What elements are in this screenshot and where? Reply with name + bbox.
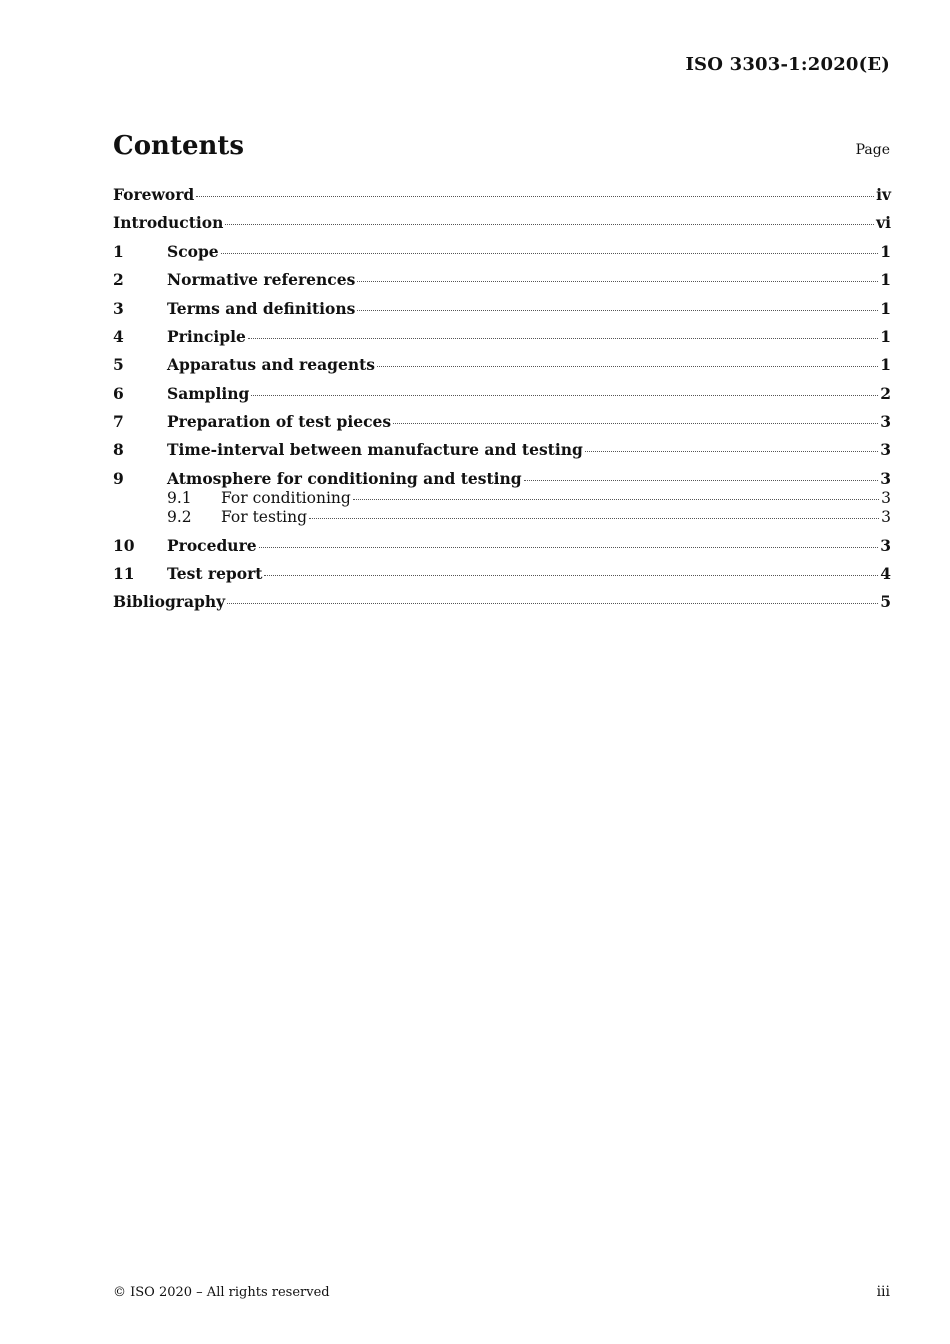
dot-leader <box>251 395 878 396</box>
dot-leader <box>357 281 878 282</box>
dot-leader <box>259 547 879 548</box>
toc-entry-title: Preparation of test pieces <box>167 412 392 431</box>
toc-entry-number: 5 <box>113 355 124 374</box>
dot-leader <box>377 366 878 367</box>
toc-entry-title: Introduction <box>113 213 224 232</box>
document-reference: ISO 3303-1:2020(E) <box>685 54 890 75</box>
toc-entry-preparation-of-test-pieces[interactable] <box>113 412 891 431</box>
toc-entry-page: vi <box>876 213 891 232</box>
dot-leader <box>524 480 879 481</box>
dot-leader <box>227 603 878 604</box>
dot-leader <box>585 451 878 452</box>
toc-entry-number: 2 <box>113 270 124 289</box>
toc-entry-number: 10 <box>113 536 135 555</box>
toc-entry-time-interval[interactable] <box>113 440 891 459</box>
dot-leader <box>309 518 879 519</box>
dot-leader <box>353 499 879 500</box>
toc-entry-number: 3 <box>113 299 124 318</box>
toc-entry-normative-references[interactable] <box>113 270 891 289</box>
toc-entry-terms-and-definitions[interactable] <box>113 299 891 318</box>
dot-leader <box>248 338 878 339</box>
toc-entry-sampling[interactable] <box>113 384 891 403</box>
toc-entry-title: Foreword <box>113 185 195 204</box>
toc-entry-number: 6 <box>113 384 124 403</box>
toc-entry-number: 9.2 <box>167 508 192 526</box>
toc-entry-page: 1 <box>880 355 891 374</box>
toc-entry-apparatus-and-reagents[interactable] <box>113 355 891 374</box>
toc-entry-number: 1 <box>113 242 124 261</box>
toc-entry-title: Normative references <box>167 270 356 289</box>
toc-entry-title: Scope <box>167 242 219 261</box>
toc-entry-page: 1 <box>880 299 891 318</box>
dot-leader <box>357 310 878 311</box>
contents-heading: Contents <box>113 131 245 161</box>
toc-entry-page: 3 <box>881 489 891 507</box>
toc-entry-page: 1 <box>880 270 891 289</box>
toc-entry-test-report[interactable] <box>113 564 891 583</box>
toc-entry-procedure[interactable] <box>113 536 891 555</box>
toc-entry-page: 3 <box>880 536 891 555</box>
toc-entry-for-testing[interactable] <box>113 508 891 526</box>
toc-entry-title: Procedure <box>167 536 257 555</box>
toc-entry-page: 1 <box>880 327 891 346</box>
toc-entry-page: 2 <box>880 384 891 403</box>
copyright-notice: © ISO 2020 – All rights reserved <box>113 1285 330 1300</box>
toc-entry-page: 3 <box>880 412 891 431</box>
toc-entry-page: iv <box>876 185 891 204</box>
toc-entry-title: Test report <box>167 564 263 583</box>
toc-entry-title: Principle <box>167 327 246 346</box>
toc-entry-principle[interactable] <box>113 327 891 346</box>
toc-entry-number: 8 <box>113 440 124 459</box>
dot-leader <box>264 575 878 576</box>
toc-entry-for-conditioning[interactable] <box>113 489 891 507</box>
toc-entry-number: 4 <box>113 327 124 346</box>
toc-entry-number: 11 <box>113 564 135 583</box>
toc-entry-title: For testing <box>221 508 308 526</box>
page-number: iii <box>876 1284 890 1300</box>
toc-entry-introduction[interactable] <box>113 213 891 232</box>
dot-leader <box>221 253 879 254</box>
toc-entry-page: 1 <box>880 242 891 261</box>
toc-entry-number: 9.1 <box>167 489 192 507</box>
toc-entry-title: For conditioning <box>221 489 351 507</box>
toc-entry-page: 4 <box>880 564 891 583</box>
toc-entry-page: 3 <box>881 508 891 526</box>
toc-entry-title: Sampling <box>167 384 250 403</box>
dot-leader <box>225 224 874 225</box>
toc-entry-title: Time-interval between manufacture and testing <box>167 440 583 459</box>
page-column-label: Page <box>855 142 890 158</box>
toc-entry-number: 9 <box>113 469 124 488</box>
dot-leader <box>196 196 874 197</box>
toc-entry-atmosphere[interactable] <box>113 469 891 488</box>
toc-entry-title: Terms and definitions <box>167 299 356 318</box>
toc-entry-scope[interactable] <box>113 242 891 261</box>
toc-entry-foreword[interactable] <box>113 185 891 204</box>
toc-entry-title: Apparatus and reagents <box>167 355 375 374</box>
toc-entry-page: 5 <box>880 592 891 611</box>
toc-entry-number: 7 <box>113 412 124 431</box>
dot-leader <box>393 423 878 424</box>
toc-entry-bibliography[interactable] <box>113 592 891 611</box>
toc-entry-title: Atmosphere for conditioning and testing <box>167 469 522 488</box>
toc-entry-title: Bibliography <box>113 592 226 611</box>
toc-entry-page: 3 <box>880 440 891 459</box>
toc-entry-page: 3 <box>880 469 891 488</box>
